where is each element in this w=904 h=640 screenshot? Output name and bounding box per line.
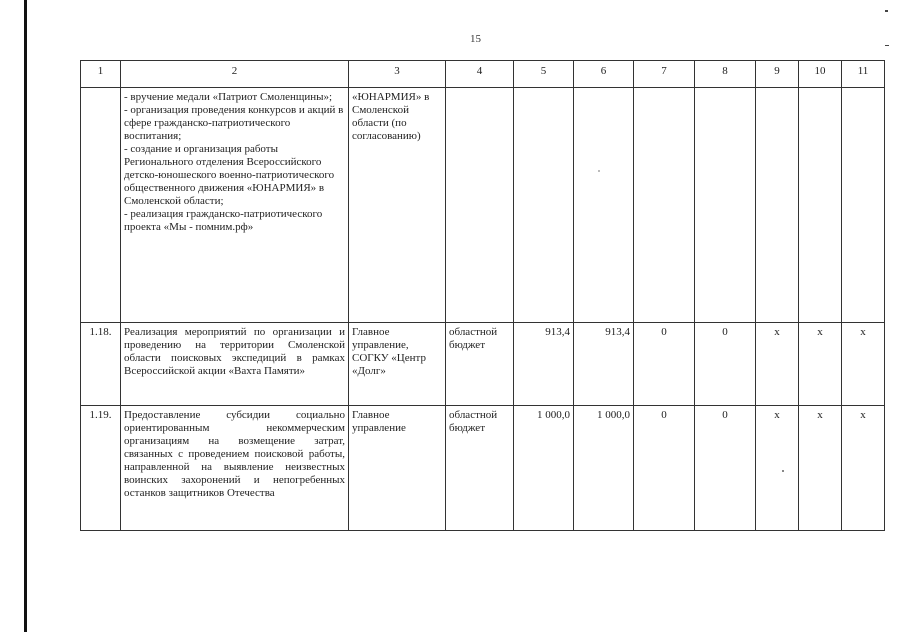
value-cell-8: 0 <box>695 323 756 406</box>
header-cell: 2 <box>121 61 349 88</box>
header-cell: 10 <box>799 61 842 88</box>
list-item: - организация проведения конкурсов и акций в сфере гражданско-патриотического воспитания; <box>124 104 344 142</box>
scan-speck <box>885 45 889 46</box>
program-table <box>80 60 885 531</box>
value-cell-11: х <box>842 406 885 531</box>
empty-cell <box>634 88 695 323</box>
description-cell: Реализация мероприятий по организации и проведению на территории Смоленской области поисковых экспедиций в рамках Всероссийской акции «Вахта Памяти» <box>121 323 349 406</box>
header-cell: 5 <box>514 61 574 88</box>
source-cell: областной бюджет <box>446 406 514 531</box>
header-cell: 8 <box>695 61 756 88</box>
header-cell: 6 <box>574 61 634 88</box>
value-cell-8: 0 <box>695 406 756 531</box>
scan-speck <box>885 10 888 12</box>
header-cell: 11 <box>842 61 885 88</box>
empty-cell <box>695 88 756 323</box>
value-cell-10: х <box>799 323 842 406</box>
binding-edge <box>24 0 27 632</box>
description-cell <box>121 88 349 323</box>
value-cell-5: 1 000,0 <box>514 406 574 531</box>
value-cell-9: х <box>756 406 799 531</box>
continuation-row <box>81 88 885 323</box>
empty-cell <box>799 88 842 323</box>
header-cell: 1 <box>81 61 121 88</box>
table-row <box>81 323 885 406</box>
executor-cell: Главное управление <box>349 406 446 531</box>
header-cell: 4 <box>446 61 514 88</box>
value-cell-6: 1 000,0 <box>574 406 634 531</box>
executor-cell: «ЮНАРМИЯ» в Смоленской области (по согласованию) <box>349 88 446 323</box>
row-number-cell: 1.18. <box>81 323 121 406</box>
list-item: - создание и организация работы Регионального отделения Всероссийского детско-юношеского военно-патриотического общественного движения «ЮНАРМИЯ» в Смоленской области; <box>124 143 335 207</box>
empty-cell <box>446 88 514 323</box>
list-item: - реализация гражданско-патриотического проекта «Мы - помним.рф» <box>124 208 323 233</box>
empty-cell <box>756 88 799 323</box>
empty-cell <box>514 88 574 323</box>
empty-cell <box>574 88 634 323</box>
executor-cell: Главное управление, СОГКУ «Центр «Долг» <box>349 323 446 406</box>
value-cell-6: 913,4 <box>574 323 634 406</box>
row-number-cell: 1.19. <box>81 406 121 531</box>
header-cell: 3 <box>349 61 446 88</box>
empty-cell <box>842 88 885 323</box>
value-cell-7: 0 <box>634 323 695 406</box>
value-cell-9: х <box>756 323 799 406</box>
description-cell: Предоставление субсидии социально ориентированным некоммерческим организациям на возмещение затрат, связанных с проведением поисковой работы, направленной на выявление неизвестных воинских захоронений и непогребенных останков защитников Отечества <box>121 406 349 531</box>
table-row <box>81 406 885 531</box>
page-number: 15 <box>470 33 481 45</box>
header-cell: 9 <box>756 61 799 88</box>
header-row <box>81 61 885 88</box>
value-cell-7: 0 <box>634 406 695 531</box>
row-number-cell <box>81 88 121 323</box>
header-cell: 7 <box>634 61 695 88</box>
source-cell: областной бюджет <box>446 323 514 406</box>
list-item: - вручение медали «Патриот Смоленщины»; <box>124 91 333 103</box>
value-cell-5: 913,4 <box>514 323 574 406</box>
value-cell-10: х <box>799 406 842 531</box>
value-cell-11: х <box>842 323 885 406</box>
